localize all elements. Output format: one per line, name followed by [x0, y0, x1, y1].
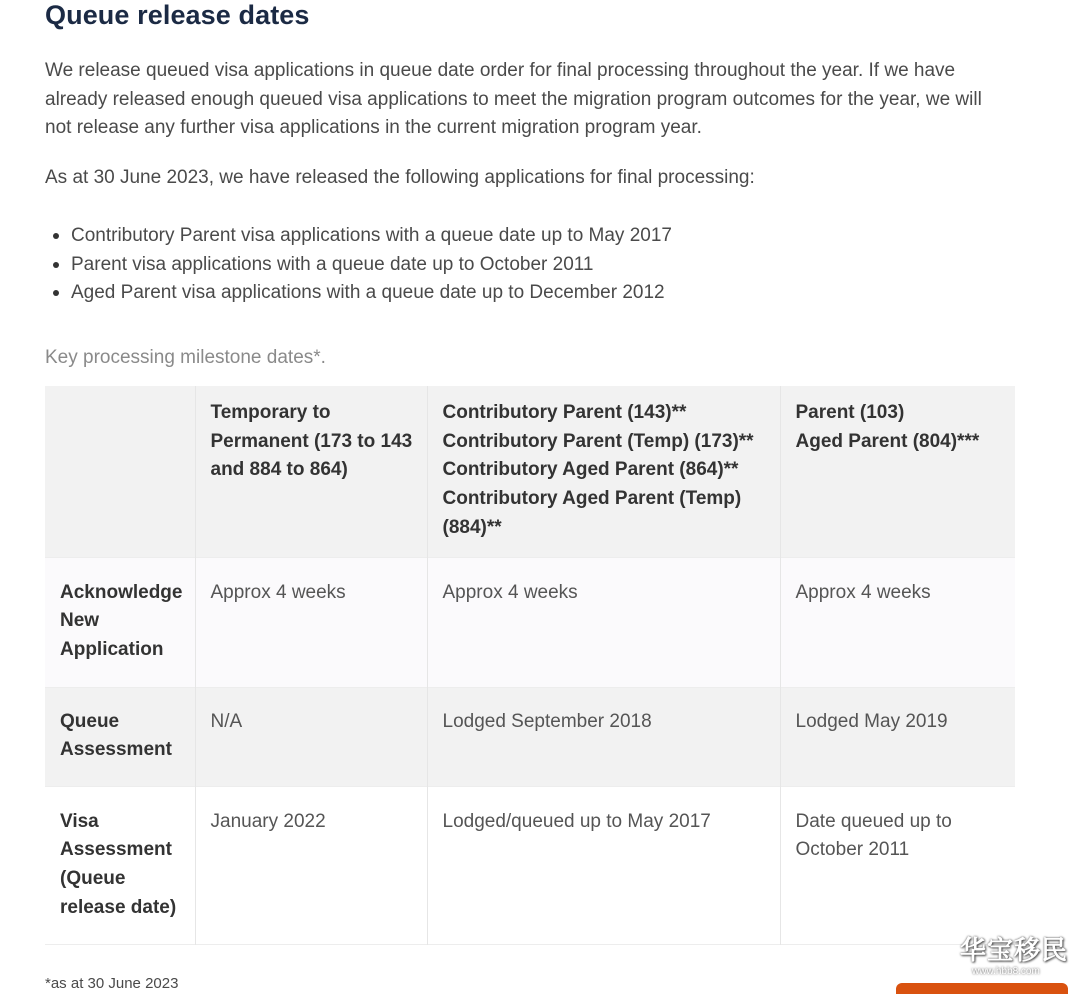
header-line: Contributory Aged Parent (864)**: [442, 459, 739, 481]
header-cell-contributory-parent: [427, 386, 780, 557]
header-line: Contributory Parent (Temp) (173)**: [442, 430, 754, 452]
table-row: [45, 786, 1015, 944]
list-item: Aged Parent visa applications with a queue date up to December 2012: [71, 279, 672, 308]
table-caption: Key processing milestone dates*.: [45, 347, 326, 368]
list-item: Contributory Parent visa applications with a queue date up to May 2017: [71, 222, 672, 251]
table-cell: Approx 4 weeks: [780, 557, 1015, 687]
release-order-paragraph: We release queued visa applications in queue date order for final processing throughout the year. If we have already released enough queued visa applications to meet the migration program outcomes for the year, we will not release any further visa applications in the current migration program year.: [45, 60, 982, 139]
table-cell: Approx 4 weeks: [195, 557, 427, 687]
header-cell-temporary-to-permanent: [195, 386, 427, 557]
header-line: Contributory Aged Parent (Temp) (884)**: [442, 488, 742, 538]
header-line: Contributory Parent (143)**: [442, 402, 687, 423]
table-cell: Lodged/queued up to May 2017: [427, 786, 780, 944]
milestone-table: [45, 386, 1015, 945]
table-row: [45, 557, 1015, 687]
header-line: Aged Parent (804)***: [795, 430, 980, 452]
header-cell-parent: [780, 386, 1015, 557]
table-cell: Lodged September 2018: [427, 687, 780, 786]
footnote: *as at 30 June 2023: [45, 975, 179, 992]
watermark-logo: [960, 936, 1069, 980]
header-line: Parent (103): [795, 402, 905, 423]
row-label-queue-assessment: Queue Assessment: [45, 687, 195, 786]
watermark-text: 华宝移民: [960, 936, 1069, 966]
feedback-tab-button[interactable]: [896, 983, 1068, 994]
table-cell: N/A: [195, 687, 427, 786]
released-applications-list: [45, 222, 672, 308]
as-at-paragraph: As at 30 June 2023, we have released the following applications for final processing:: [45, 167, 755, 188]
watermark-url: www.hbb8.com: [972, 966, 1040, 977]
table-cell: Lodged May 2019: [780, 687, 1015, 786]
table-row: [45, 687, 1015, 786]
table-cell: Date queued up to October 2011: [780, 786, 1015, 944]
header-cell-empty: [45, 386, 195, 557]
header-line: Temporary to Permanent (173 to 143 and 884 to 864): [210, 402, 413, 481]
row-label-acknowledge: Acknowledge New Application: [45, 557, 195, 687]
list-item: Parent visa applications with a queue date up to October 2011: [71, 251, 672, 280]
page-title: Queue release dates: [45, 0, 310, 30]
table-header-row: [45, 386, 1015, 557]
table-cell: Approx 4 weeks: [427, 557, 780, 687]
table-cell: January 2022: [195, 786, 427, 944]
row-label-visa-assessment: Visa Assessment (Queue release date): [45, 786, 195, 944]
